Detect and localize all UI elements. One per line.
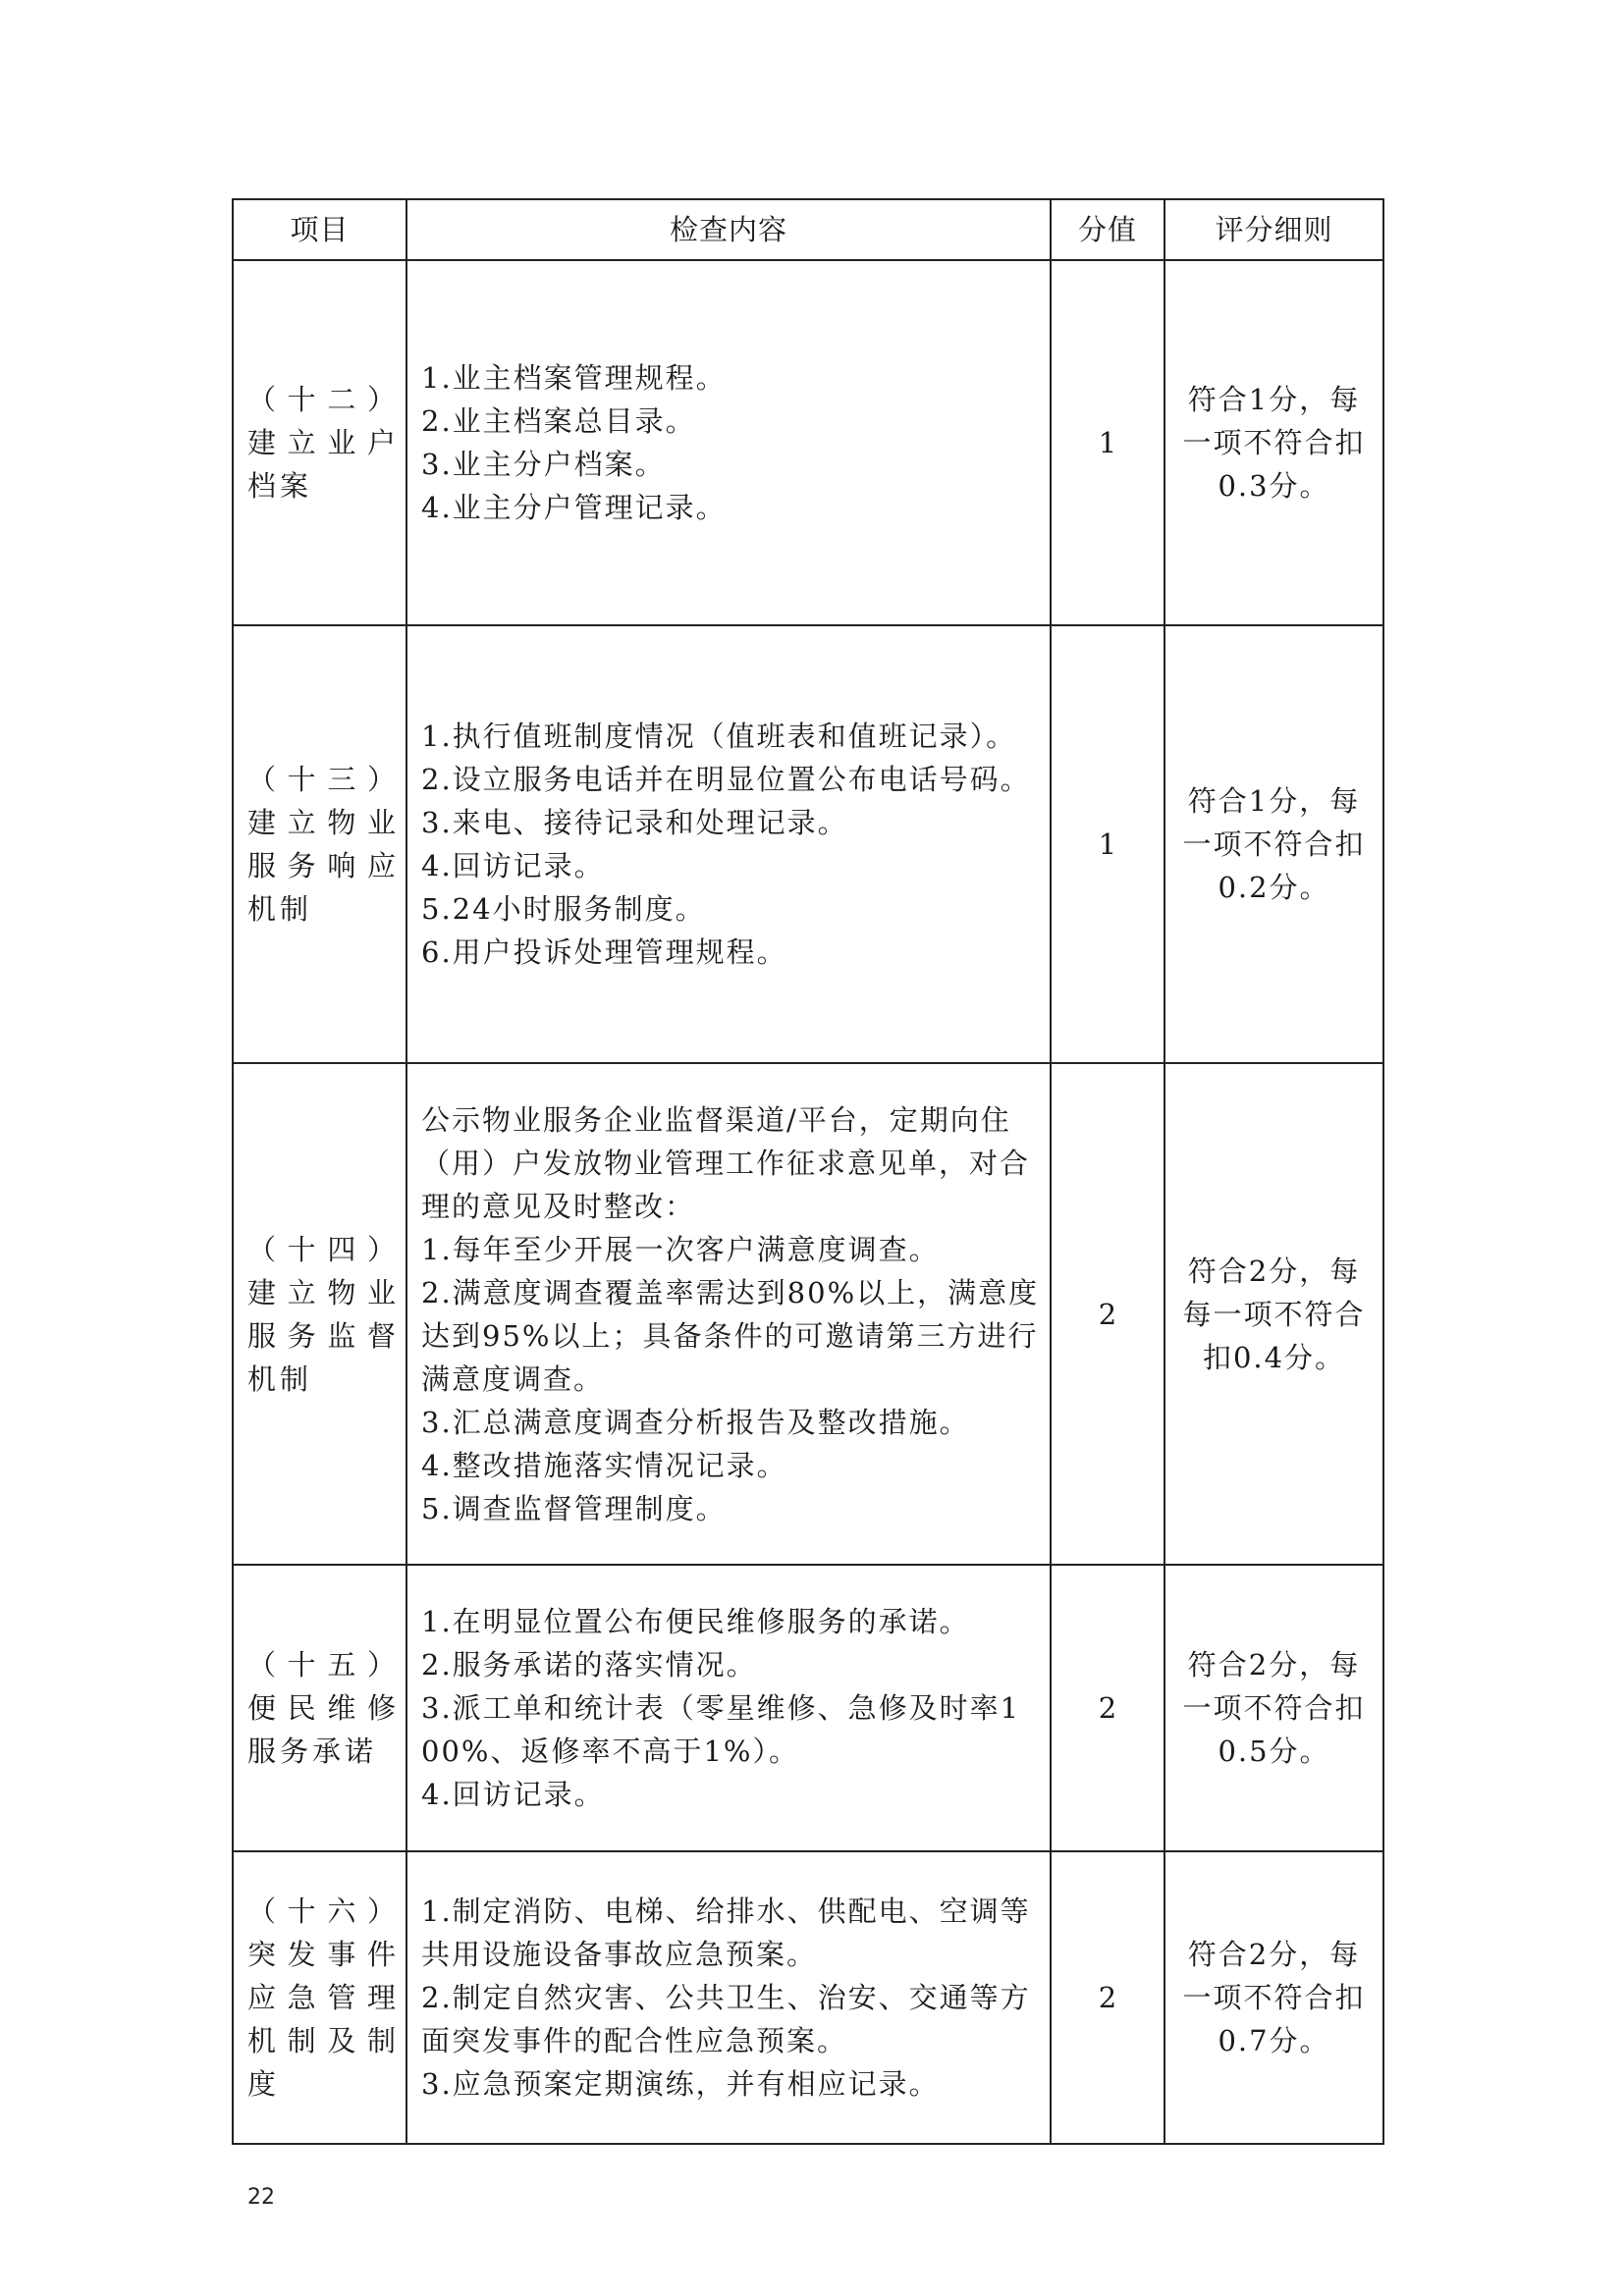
rules-cell: 符合2分，每一项不符合扣0.5分。: [1164, 1565, 1383, 1851]
content-line: 3.派工单和统计表（零星维修、急修及时率100%、返修率不高于1%）。: [421, 1691, 1021, 1768]
rules-cell: 符合2分，每一项不符合扣0.7分。: [1164, 1851, 1383, 2144]
content-line: 6.用户投诉处理管理规程。: [421, 935, 787, 969]
content-line: 公示物业服务企业监督渠道/平台，定期向住（用）户发放物业管理工作征求意见单，对合理的意见及时整改：: [421, 1102, 1031, 1223]
content-line: 3.汇总满意度调查分析报告及整改措施。: [421, 1405, 970, 1439]
header-score: 分值: [1051, 199, 1164, 260]
content-cell: [406, 1063, 1051, 1565]
header-content: 检查内容: [406, 199, 1051, 260]
item-cell: （十六）突发事件应急管理机制及制度: [233, 1851, 406, 2144]
score-cell: 2: [1051, 1063, 1164, 1565]
item-cell: （十二）建立业户档案: [233, 260, 406, 625]
inspection-scoring-table: [232, 198, 1384, 2145]
content-line: 4.整改措施落实情况记录。: [421, 1448, 787, 1482]
content-cell: [406, 625, 1051, 1063]
table-row: [233, 1063, 1383, 1565]
content-line: 5.24小时服务制度。: [421, 892, 706, 926]
content-line: 1.制定消防、电梯、给排水、供配电、空调等共用设施设备事故应急预案。: [421, 1895, 1031, 1971]
score-cell: 1: [1051, 625, 1164, 1063]
content-line: 3.业主分户档案。: [421, 448, 666, 481]
table-row: [233, 260, 1383, 625]
content-line: 1.执行值班制度情况（值班表和值班记录）。: [421, 720, 1017, 753]
item-cell: （十五）便民维修服务承诺: [233, 1565, 406, 1851]
rules-cell: 符合1分，每一项不符合扣0.3分。: [1164, 260, 1383, 625]
content-line: 5.调查监督管理制度。: [421, 1491, 727, 1525]
content-line: 2.设立服务电话并在明显位置公布电话号码。: [421, 763, 1031, 796]
rules-cell: 符合1分，每一项不符合扣0.2分。: [1164, 625, 1383, 1063]
content-line: 3.应急预案定期演练，并有相应记录。: [421, 2067, 940, 2101]
score-cell: 1: [1051, 260, 1164, 625]
content-line: 3.来电、接待记录和处理记录。: [421, 806, 848, 839]
table-row: [233, 1851, 1383, 2144]
page-number: 22: [247, 2185, 275, 2210]
content-line: 4.业主分户管理记录。: [421, 491, 727, 524]
content-line: 2.业主档案总目录。: [421, 404, 696, 438]
content-line: 4.回访记录。: [421, 849, 605, 882]
content-line: 1.每年至少开展一次客户满意度调查。: [421, 1232, 940, 1266]
content-line: 2.制定自然灾害、公共卫生、治安、交通等方面突发事件的配合性应急预案。: [421, 1981, 1031, 2057]
item-cell: （十四）建立物业服务监督机制: [233, 1063, 406, 1565]
table-header-row: [233, 199, 1383, 260]
header-rules: 评分细则: [1164, 199, 1383, 260]
content-line: 2.满意度调查覆盖率需达到80%以上，满意度达到95%以上；具备条件的可邀请第三方进行满意度调查。: [421, 1275, 1040, 1396]
rules-cell: 符合2分，每每一项不符合扣0.4分。: [1164, 1063, 1383, 1565]
content-line: 4.回访记录。: [421, 1778, 605, 1811]
content-line: 1.业主档案管理规程。: [421, 361, 727, 395]
content-cell: [406, 260, 1051, 625]
score-cell: 2: [1051, 1851, 1164, 2144]
item-cell: （十三）建立物业服务响应机制: [233, 625, 406, 1063]
content-cell: [406, 1565, 1051, 1851]
header-item: 项目: [233, 199, 406, 260]
table-row: [233, 625, 1383, 1063]
table-row: [233, 1565, 1383, 1851]
content-cell: [406, 1851, 1051, 2144]
content-line: 2.服务承诺的落实情况。: [421, 1648, 757, 1682]
score-cell: 2: [1051, 1565, 1164, 1851]
content-line: 1.在明显位置公布便民维修服务的承诺。: [421, 1605, 970, 1638]
